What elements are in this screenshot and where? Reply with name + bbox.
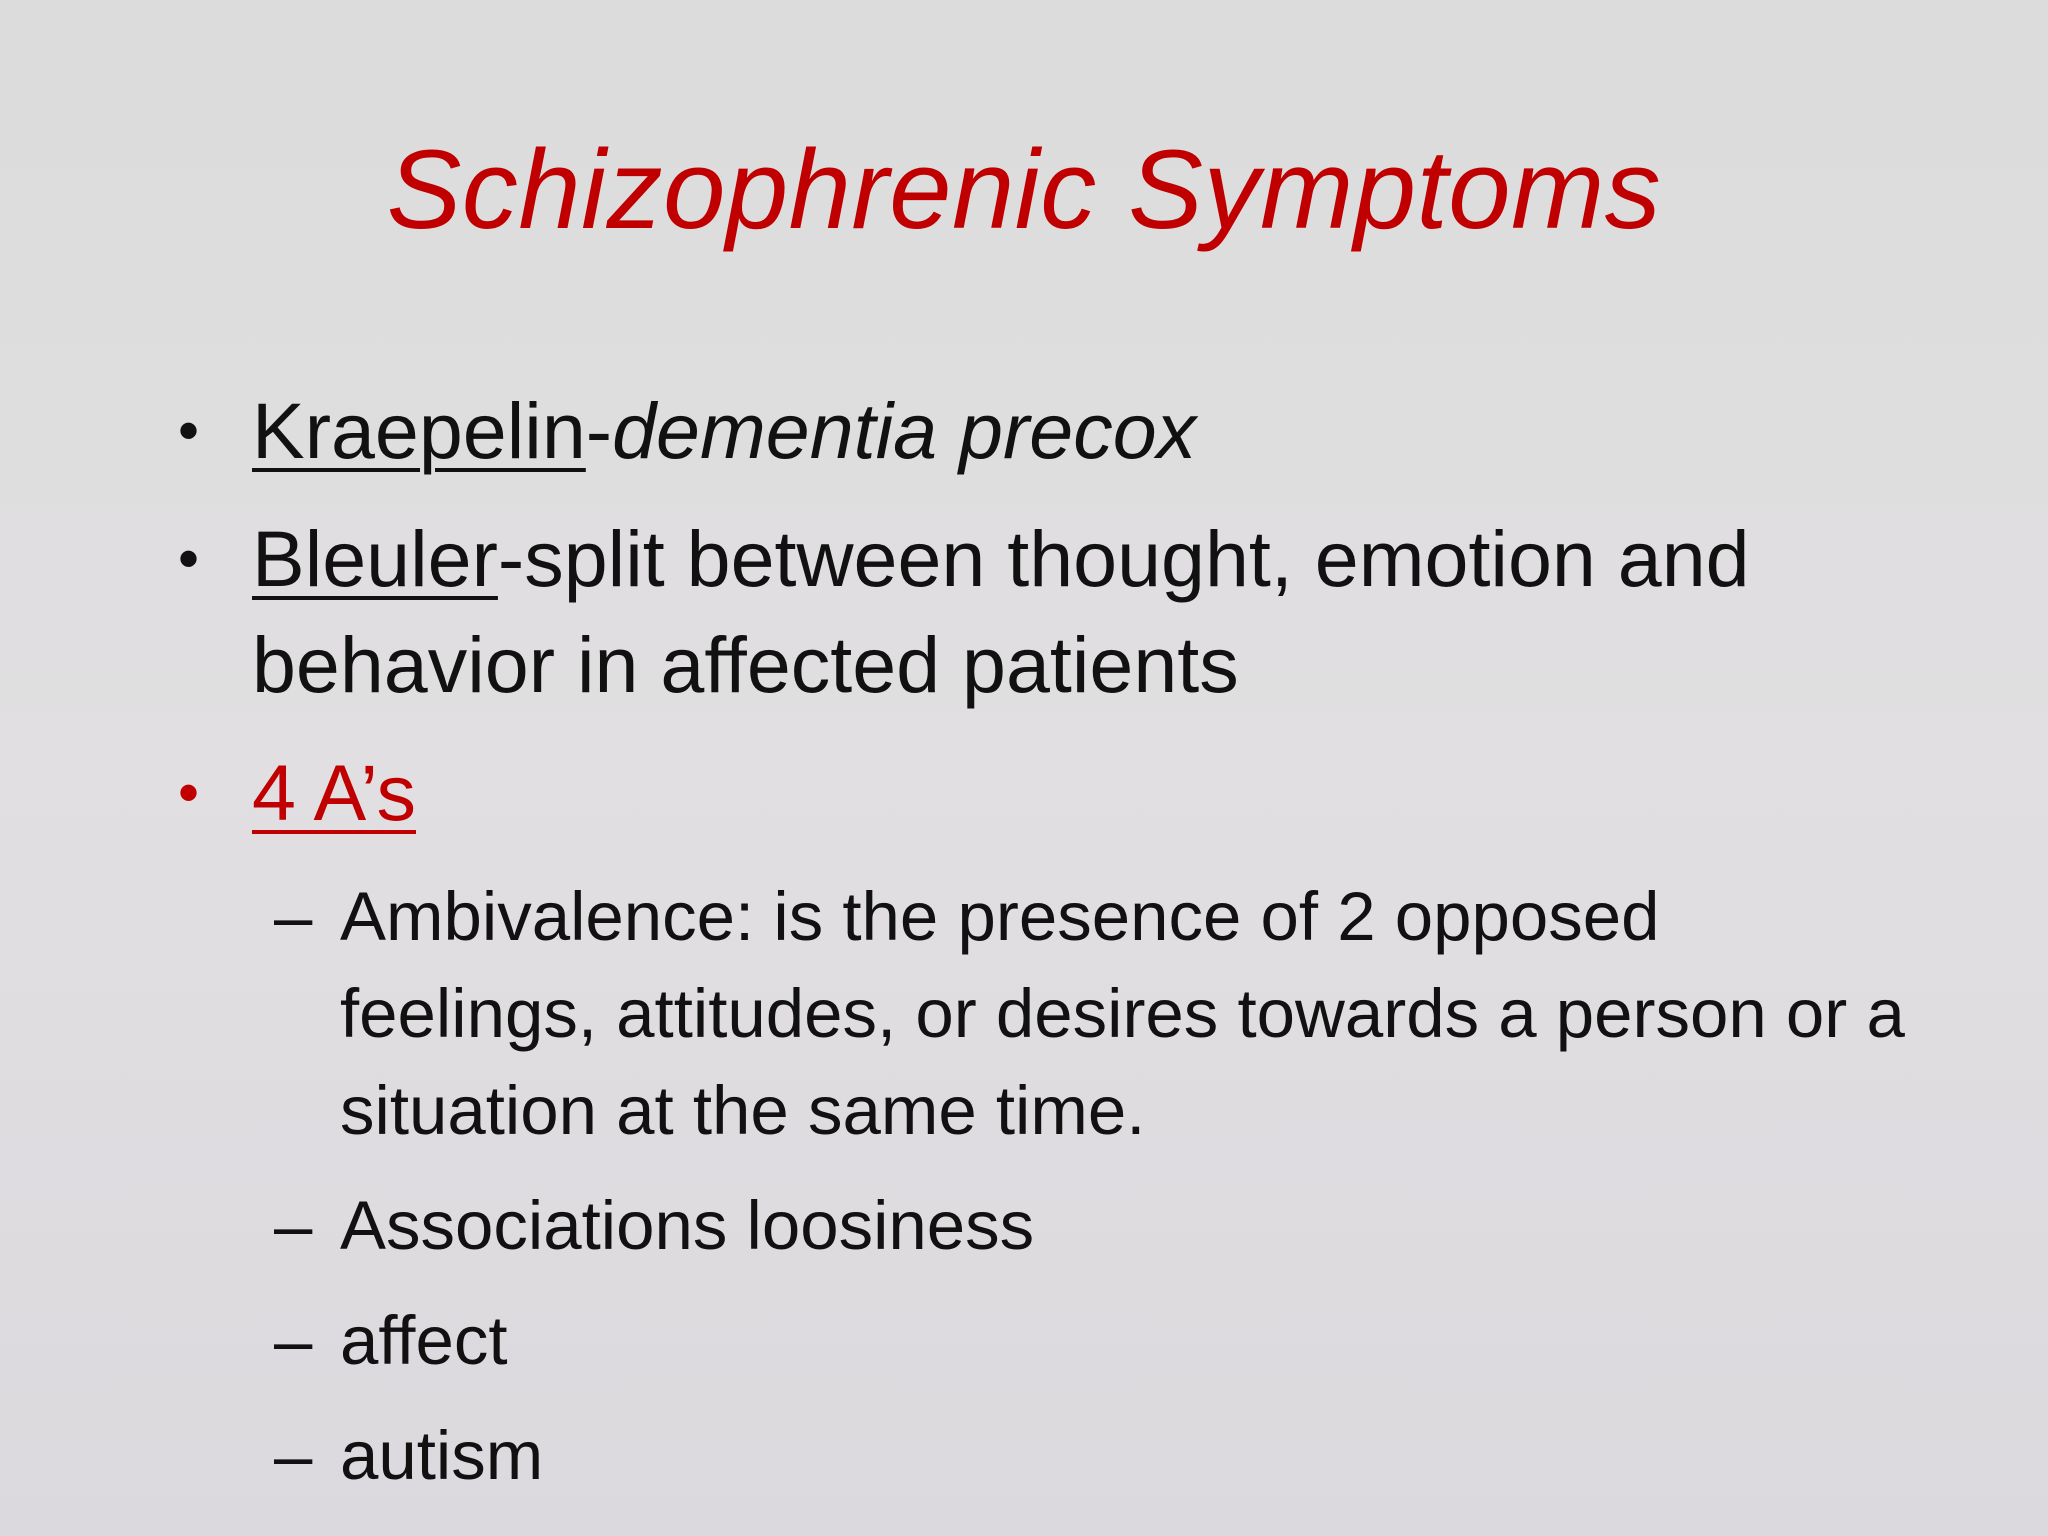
bullet-lead: 4 A’s <box>252 748 416 837</box>
bullet-four-as <box>170 740 1930 846</box>
bullet-dot-icon: • <box>178 525 200 592</box>
bullet-separator: - <box>497 514 525 603</box>
bullet-dot-icon: • <box>178 397 200 464</box>
sub-item-affect <box>274 1292 1930 1389</box>
slide-title: Schizophrenic Symptoms <box>386 127 1662 252</box>
bullet-dot-icon: • <box>178 759 200 826</box>
sub-list <box>170 868 1930 1504</box>
bullet-text: dementia precox <box>612 386 1197 475</box>
sub-item-text: Ambivalence: is the presence of 2 opposed feelings, attitudes, or desires towards a person or a situation at the same time. <box>340 878 1905 1149</box>
dash-icon: – <box>274 878 313 955</box>
sub-item-text: Associations loosiness <box>340 1187 1035 1264</box>
bullet-text: split between thought, emotion and behavior in affected patients <box>252 514 1750 709</box>
sub-item-text: autism <box>340 1417 544 1494</box>
bullet-separator: - <box>585 386 613 475</box>
bullet-bleuler <box>170 506 1930 718</box>
sub-item-ambivalence <box>274 868 1930 1159</box>
bullet-lead: Kraepelin <box>252 386 586 475</box>
bullet-lead: Bleuler <box>252 514 498 603</box>
dash-icon: – <box>274 1302 313 1379</box>
bullet-kraepelin <box>170 378 1930 484</box>
dash-icon: – <box>274 1187 313 1264</box>
bullet-list <box>170 378 1930 1522</box>
dash-icon: – <box>274 1417 313 1494</box>
sub-item-associations <box>274 1177 1930 1274</box>
sub-item-autism <box>274 1407 1930 1504</box>
sub-item-text: affect <box>340 1302 508 1379</box>
